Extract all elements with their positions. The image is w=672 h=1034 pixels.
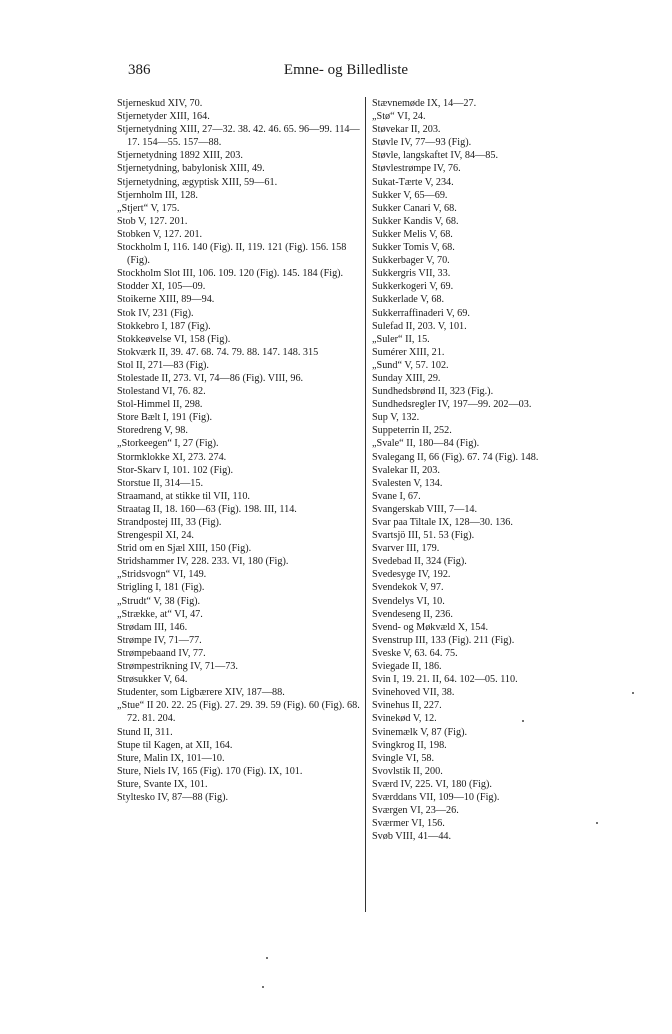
index-entry: Stoikerne XIII, 89—94. — [117, 294, 215, 306]
index-entry: Sukkergris VII, 33. — [372, 268, 451, 280]
index-entry: Sundhedsbrønd II, 323 (Fig.). — [372, 386, 494, 398]
index-entry: Stob V, 127. 201. — [117, 215, 188, 227]
index-entry: Stjernetydning 1892 XIII, 203. — [117, 150, 243, 162]
index-entry: Sukkerraffinaderi V, 69. — [372, 307, 470, 319]
index-entry: Sundhedsregler IV, 197—99. 202—03. — [372, 399, 532, 411]
index-entry: Svalekar II, 203. — [372, 464, 440, 476]
index-entry: „Stue“ II 20. 22. 25 (Fig). 27. 29. 39. 59 (Fig). 60 (Fig). 68. 72. 81. 204. — [117, 700, 360, 725]
index-entry: Strengespil XI, 24. — [117, 530, 194, 542]
index-entry: Stol-Himmel II, 298. — [117, 399, 203, 411]
index-entry: Stjernetydning, babylonisk XIII, 49. — [117, 163, 265, 175]
column-divider — [365, 97, 366, 912]
index-entry: Stund II, 311. — [117, 726, 173, 738]
index-entry: Stupe til Kagen, at XII, 164. — [117, 739, 233, 751]
index-entry: Støvle IV, 77—93 (Fig). — [372, 137, 472, 149]
index-entry: „Suler“ II, 15. — [372, 333, 430, 345]
scan-speck — [632, 692, 634, 694]
index-entry: Strøsukker V, 64. — [117, 674, 188, 686]
index-entry: Sukker Tomis V, 68. — [372, 242, 455, 254]
index-entry: Svedesyge IV, 192. — [372, 569, 451, 581]
scan-speck — [596, 822, 598, 824]
index-entry: Strømpebaand IV, 77. — [117, 647, 206, 659]
index-entry: Stjernetydning XIII, 27—32. 38. 42. 46. 65. 96—99. 114—17. 154—55. 157—88. — [117, 124, 360, 149]
scan-speck — [262, 986, 264, 988]
index-entry: Stjernetydning, ægyptisk XIII, 59—61. — [117, 176, 278, 188]
index-entry: Stockholm Slot III, 106. 109. 120 (Fig). 145. 184 (Fig). — [117, 268, 344, 280]
index-entry: Støvekar II, 203. — [372, 124, 441, 136]
index-entry: Storedreng V, 98. — [117, 425, 188, 437]
index-entry: „Strudt“ V, 38 (Fig). — [117, 595, 201, 607]
index-entry: Støvlestrømpe IV, 76. — [372, 163, 461, 175]
index-entry: Svinehoved VII, 38. — [372, 687, 455, 699]
index-entry: „Stjert“ V, 175. — [117, 202, 180, 214]
index-entry: Stormklokke XI, 273. 274. — [117, 451, 227, 463]
index-entry: Stobken V, 127. 201. — [117, 228, 203, 240]
index-entry: Sviegade II, 186. — [372, 661, 442, 673]
index-entry: Svangerskab VIII, 7—14. — [372, 503, 478, 515]
index-entry: Sulefad II, 203. V, 101. — [372, 320, 467, 332]
index-entry: Strigling I, 181 (Fig). — [117, 582, 205, 594]
index-entry: Stodder XI, 105—09. — [117, 281, 206, 293]
index-entry: Strømpe IV, 71—77. — [117, 634, 202, 646]
index-entry: Svovlstik II, 200. — [372, 765, 443, 777]
index-entry: Sukker Melis V, 68. — [372, 228, 453, 240]
index-entry: Sumérer XIII, 21. — [372, 346, 445, 358]
index-entry: Svøb VIII, 41—44. — [372, 831, 452, 843]
index-entry: Straamand, at stikke til VII, 110. — [117, 490, 250, 502]
scan-speck — [266, 957, 268, 959]
index-entry: Stor-Skarv I, 101. 102 (Fig). — [117, 464, 234, 476]
index-entry: Stridshammer IV, 228. 233. VI, 180 (Fig). — [117, 556, 289, 568]
index-entry: Svinemælk V, 87 (Fig). — [372, 726, 468, 738]
index-entry: Straatag II, 18. 160—63 (Fig). 198. III, 114. — [117, 503, 297, 515]
index-entry: Suppeterrin II, 252. — [372, 425, 452, 437]
index-entry: „Stridsvogn“ VI, 149. — [117, 569, 207, 581]
index-entry: Strandpostej III, 33 (Fig). — [117, 517, 222, 528]
index-entry: Stol II, 271—83 (Fig). — [117, 359, 209, 371]
index-entry: Svar paa Tiltale IX, 128—30. 136. — [372, 517, 513, 528]
index-entry: Sukkerlade V, 68. — [372, 294, 445, 306]
index-entry: Stolestade II, 273. VI, 74—86 (Fig). VIII, 96. — [117, 372, 304, 384]
index-entry: „Sund“ V, 57. 102. — [372, 359, 449, 371]
index-entry: Sukker V, 65—69. — [372, 189, 448, 201]
index-entry: Sture, Niels IV, 165 (Fig). 170 (Fig). IX, 101. — [117, 765, 303, 777]
index-entry: Stjerneskud XIV, 70. — [117, 98, 203, 109]
index-entry: Svendelys VI, 10. — [372, 595, 445, 607]
index-entry: Svend- og Møkvæld X, 154. — [372, 621, 489, 633]
index-entry: Svalesten V, 134. — [372, 477, 443, 489]
index-entry: „Svale“ II, 180—84 (Fig). — [372, 438, 480, 450]
index-entry: „Stø“ VI, 24. — [372, 111, 426, 123]
index-entry: „Strække, at“ VI, 47. — [117, 608, 203, 620]
index-entry: Stockholm I, 116. 140 (Fig). II, 119. 121 (Fig). 156. 158 (Fig). — [117, 242, 347, 267]
index-entry: Svalegang II, 66 (Fig). 67. 74 (Fig). 148. — [372, 451, 539, 463]
index-entry: Styltesko IV, 87—88 (Fig). — [117, 791, 229, 803]
index-entry: Studenter, som Ligbærere XIV, 187—88. — [117, 687, 285, 699]
index-entry: Sukker Kandis V, 68. — [372, 215, 459, 227]
index-entry: Svin I, 19. 21. II, 64. 102—05. 110. — [372, 674, 518, 686]
index-entry: Svingkrog II, 198. — [372, 739, 447, 751]
index-entry: Sup V, 132. — [372, 412, 420, 424]
index-entry: „Storkeegen“ I, 27 (Fig). — [117, 438, 219, 450]
index-entry: Stokkeøvelse VI, 158 (Fig). — [117, 333, 231, 345]
index-entry: Sukker Canari V, 68. — [372, 202, 457, 214]
index-entry: Store Bælt I, 191 (Fig). — [117, 412, 213, 424]
index-entry: Svartsjö III, 51. 53 (Fig). — [372, 530, 475, 542]
index-entry: Sveske V, 63. 64. 75. — [372, 647, 458, 659]
index-entry: Støvle, langskaftet IV, 84—85. — [372, 150, 499, 162]
index-entry: Strødam III, 146. — [117, 621, 188, 633]
index-entry: Svarver III, 179. — [372, 543, 440, 555]
index-entry: Sværd IV, 225. VI, 180 (Fig). — [372, 778, 492, 790]
index-entry: Strid om en Sjæl XIII, 150 (Fig). — [117, 543, 252, 555]
index-entry: Stævnemøde IX, 14—27. — [372, 98, 477, 109]
index-entry: Storstue II, 314—15. — [117, 477, 204, 489]
index-entry: Stokværk II, 39. 47. 68. 74. 79. 88. 147. 148. 315 — [117, 346, 319, 358]
index-entry: Svendekok V, 97. — [372, 582, 444, 594]
index-entry: Stolestand VI, 76. 82. — [117, 386, 206, 398]
index-column-right — [372, 97, 612, 843]
index-entry: Sværddans VII, 109—10 (Fig). — [372, 791, 500, 803]
index-entry: Sværgen VI, 23—26. — [372, 805, 459, 817]
index-entry: Sværmer VI, 156. — [372, 818, 445, 830]
index-entry: Svendeseng II, 236. — [372, 608, 453, 620]
index-entry: Svingle VI, 58. — [372, 752, 435, 764]
index-entry: Sukkerbager V, 70. — [372, 255, 450, 267]
index-entry: Sture, Malin IX, 101—10. — [117, 752, 225, 764]
running-title: Emne- og Billedliste — [283, 62, 409, 78]
index-entry: Sture, Svante IX, 101. — [117, 778, 208, 790]
index-entry: Stjernetyder XIII, 164. — [117, 111, 210, 123]
index-entry: Svinehus II, 227. — [372, 700, 442, 712]
index-entry: Stjernholm III, 128. — [117, 189, 198, 201]
index-entry: Sunday XIII, 29. — [372, 372, 441, 384]
index-entry: Svedebad II, 324 (Fig). — [372, 556, 467, 568]
index-entry: Stokkebro I, 187 (Fig). — [117, 320, 211, 332]
index-entry: Svinekød V, 12. — [372, 713, 437, 725]
index-entry: Sukat-Tærte V, 234. — [372, 176, 454, 188]
index-entry: Stok IV, 231 (Fig). — [117, 307, 194, 319]
index-entry: Svenstrup III, 133 (Fig). 211 (Fig). — [372, 634, 515, 646]
scan-speck — [522, 720, 524, 722]
index-entry: Strømpestrikning IV, 71—73. — [117, 661, 238, 673]
index-entry: Svane I, 67. — [372, 490, 421, 502]
index-entry: Sukkerkogeri V, 69. — [372, 281, 454, 293]
index-column-left — [117, 97, 362, 804]
page-number: 386 — [128, 62, 151, 78]
